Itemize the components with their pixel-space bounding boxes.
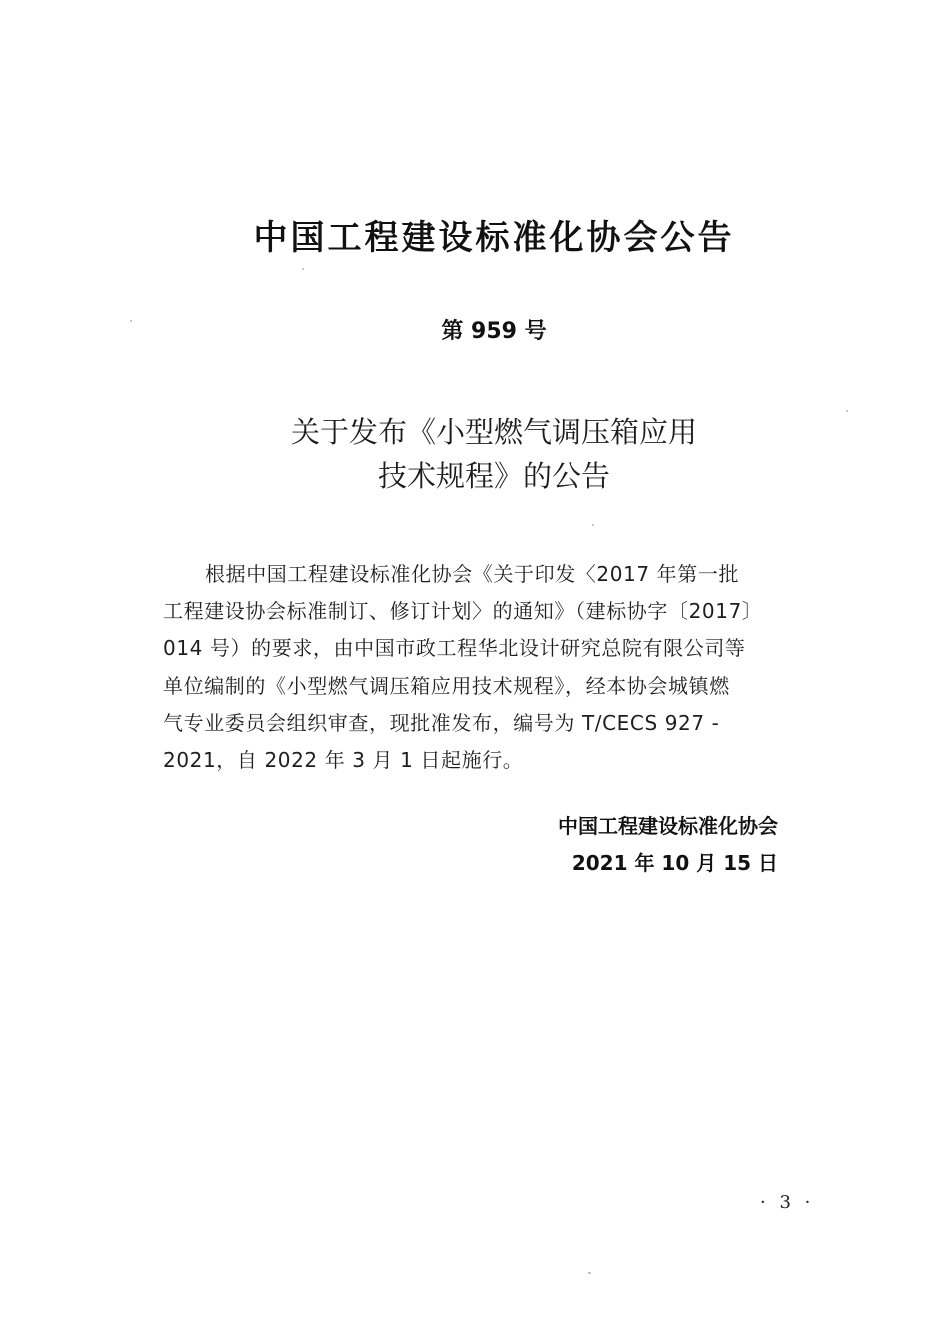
signature-block [558,808,778,882]
signature-organization: 中国工程建设标准化协会 [558,814,778,838]
scan-speck [302,268,304,270]
notice-body [163,556,829,779]
body-line: 气专业委员会组织审查，现批准发布，编号为 T/CECS 927 - [163,710,720,735]
subject-line: 技术规程》的公告 [377,459,610,493]
body-line: 工程建设协会标准制订、修订计划〉的通知》（建标协字〔2017〕 [163,599,763,624]
notice-number: 第 959 号 [441,319,547,344]
body-line: 根据中国工程建设标准化协会《关于印发〈2017 年第一批 [205,562,740,586]
body-line: 单位编制的《小型燃气调压箱应用技术规程》，经本协会城镇燃 [163,673,730,698]
notice-subject [0,410,950,498]
signature-date: 2021 年 10 月 15 日 [571,851,778,875]
page-number: · 3 · [760,1192,815,1213]
header-title: 中国工程建设标准化协会公告 [253,218,735,258]
body-line: 2021，自 2022 年 3 月 1 日起施行。 [163,748,524,773]
scan-speck [588,1272,591,1274]
body-line: 014 号）的要求，由中国市政工程华北设计研究总院有限公司等 [163,636,746,661]
scan-speck [592,524,594,526]
scan-speck [846,410,848,412]
scan-speck [130,320,132,322]
subject-line: 关于发布《小型燃气调压箱应用 [290,415,697,449]
